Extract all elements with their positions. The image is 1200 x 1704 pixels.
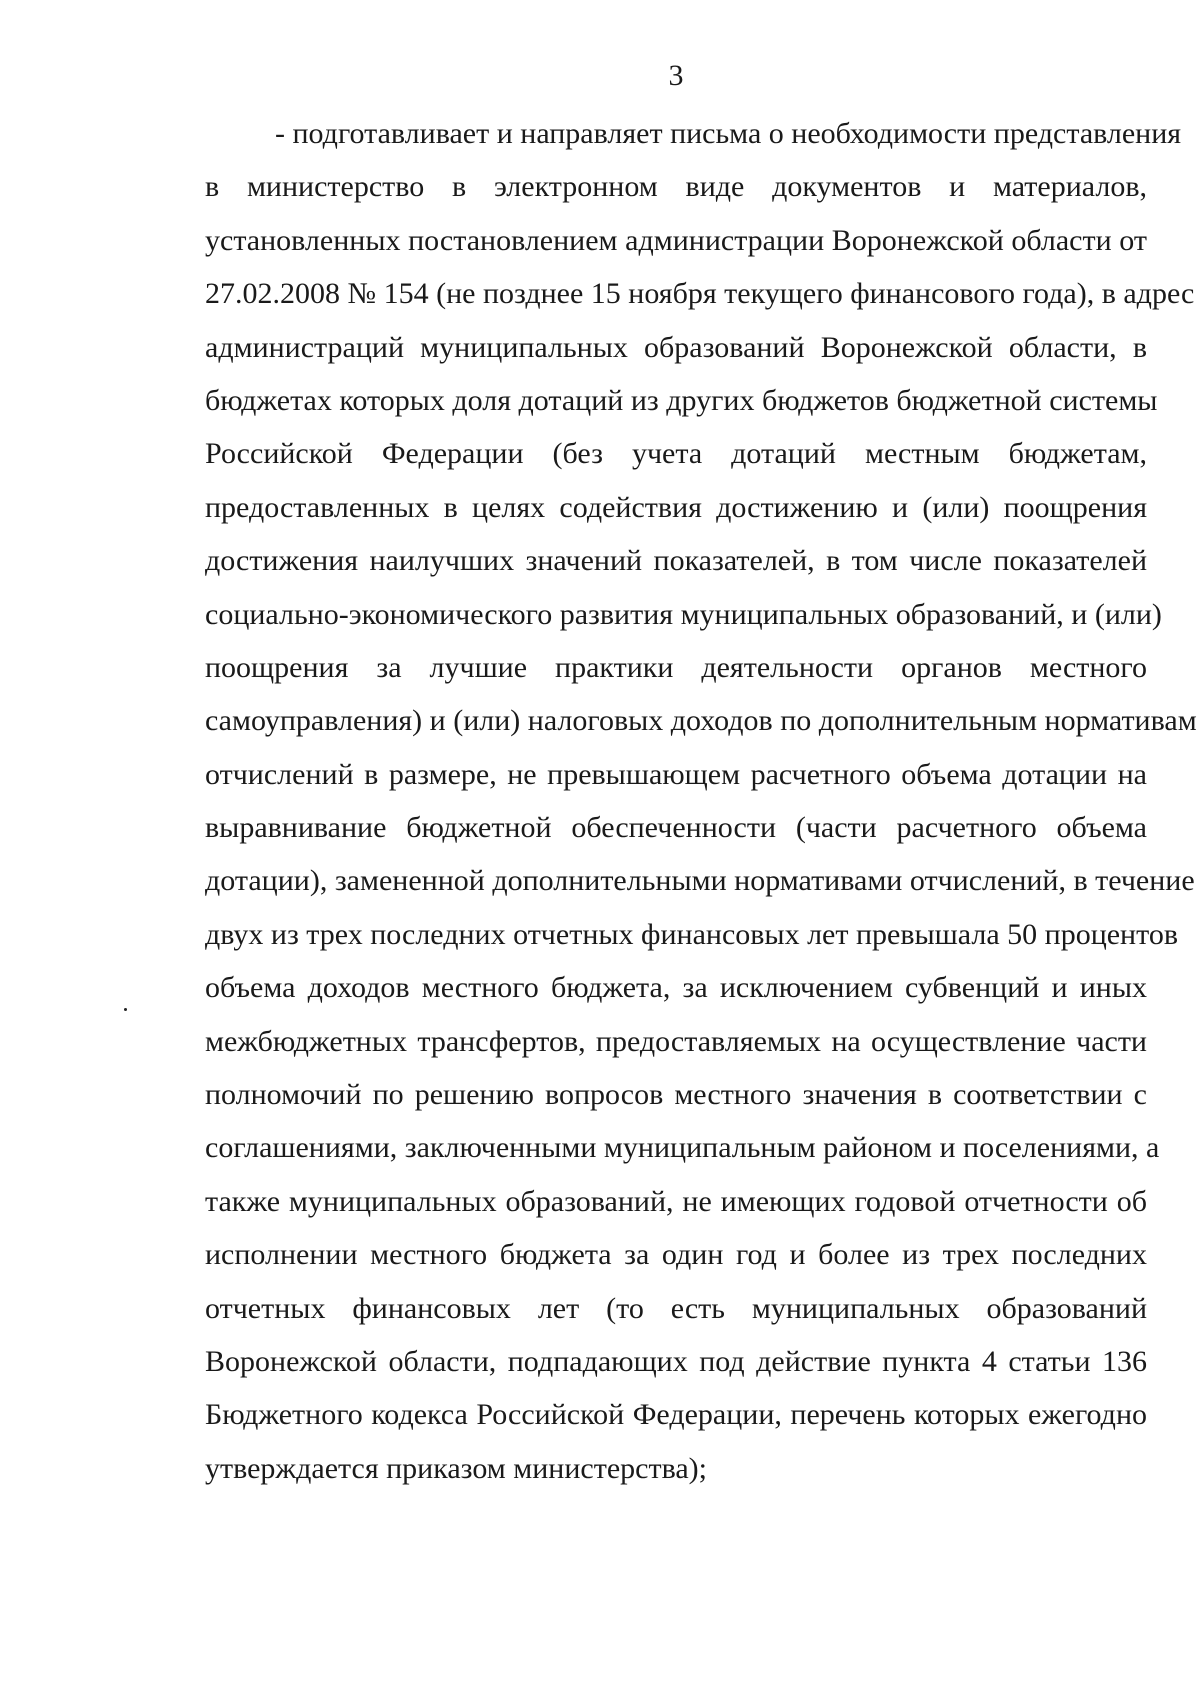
text-line: межбюджетных трансфертов, предоставляемых на осуществление части [205,1024,1147,1058]
text-line: Бюджетного кодекса Российской Федерации, перечень которых ежегодно [205,1398,1147,1432]
text-line: дотации), замененной дополнительными нормативами отчислений, в течение [205,864,1195,898]
text-line: достижения наилучших значений показателей, в том числе показателей [205,544,1147,578]
text-line: 27.02.2008 № 154 (не позднее 15 ноября текущего финансового года), в адрес [205,277,1195,311]
text-line: также муниципальных образований, не имеющих годовой отчетности об [205,1184,1147,1218]
text-line: полномочий по решению вопросов местного значения в соответствии с [205,1078,1147,1112]
text-line: отчетных финансовых лет (то есть муниципальных образований [205,1291,1147,1325]
text-line: исполнении местного бюджета за один год и более из трех последних [205,1238,1147,1272]
text-line: самоуправления) и (или) налоговых доходов по дополнительным нормативам [205,704,1197,738]
text-line: установленных постановлением администрации Воронежской области от [205,223,1147,257]
text-line: утверждается приказом министерства); [205,1451,707,1485]
text-line: администраций муниципальных образований Воронежской области, в [205,330,1147,364]
paragraph [205,107,1197,1495]
text-line: Воронежской области, подпадающих под действие пункта 4 статьи 136 [205,1344,1147,1378]
text-line: отчислений в размере, не превышающем расчетного объема дотации на [205,757,1147,791]
text-line: социально-экономического развития муниципальных образований, и (или) [205,597,1162,631]
page-number: 3 [668,59,684,92]
text-line: поощрения за лучшие практики деятельности органов местного [205,650,1147,684]
scan-speck [124,1008,127,1011]
text-line: Российской Федерации (без учета дотаций местным бюджетам, [205,437,1147,471]
text-line: - подготавливает и направляет письма о необходимости представления [275,117,1182,150]
text-line: в министерство в электронном виде документов и материалов, [205,170,1147,204]
text-line: выравнивание бюджетной обеспеченности (части расчетного объема [205,811,1147,845]
text-line: бюджетах которых доля дотаций из других бюджетов бюджетной системы [205,383,1158,417]
text-line: объема доходов местного бюджета, за исключением субвенций и иных [205,971,1147,1005]
text-line: соглашениями, заключенными муниципальным районом и поселениями, а [205,1131,1160,1165]
text-line: предоставленных в целях содействия достижению и (или) поощрения [205,490,1147,524]
text-line: двух из трех последних отчетных финансовых лет превышала 50 процентов [205,917,1178,951]
